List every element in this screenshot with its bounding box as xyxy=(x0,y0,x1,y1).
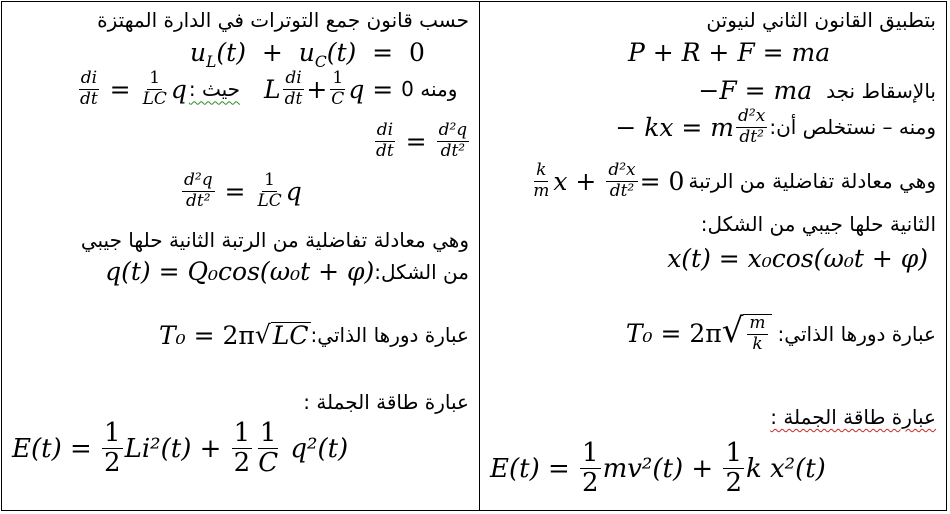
projection-label: بالإسقاط نجد xyxy=(826,78,936,103)
spring-diff-eq-text: وهي معادلة تفاضلية من الرتبة xyxy=(688,169,936,194)
second-order-text: الثانية حلها جيبي من الشكل: xyxy=(700,212,936,236)
lc-voltage-sum-equation: $u_L(t) + u_C(t) = 0$ xyxy=(190,38,425,71)
from-it-zero: ومنه 0 xyxy=(401,77,458,102)
projection-line xyxy=(698,78,936,103)
current-derivative-relation: $\frac{di}{dt}$ = $\frac{1}{LC}$ q xyxy=(80,68,187,109)
lc-solution-line xyxy=(105,259,469,284)
charge-solution: q(t) = Q₀cos(ω₀t + φ) xyxy=(105,257,375,286)
newton-heading: بتطبيق القانون الثاني لنيوتن xyxy=(706,8,936,32)
restoring-force-equation: − kx = m $\frac{\text{d²x}}{\text{dt²}}$ xyxy=(615,106,766,147)
lc-period-label: عبارة دورها الذاتي: xyxy=(310,323,469,347)
two-column-table xyxy=(1,1,947,511)
deduce-label: ومنه – نستخلص أن: xyxy=(769,115,936,140)
from-form-label: من الشكل: xyxy=(374,259,469,284)
charge-second-derivative: $\frac{\text{d²q}}{\text{dt²}}$ = $\frac{1}{LC}$ q xyxy=(184,170,302,211)
newton-vector-equation: P + R + F = ma xyxy=(628,38,831,67)
lc-period-line xyxy=(159,322,469,348)
lc-diff-eq-text: وهي معادلة تفاضلية من الرتبة الثانية حلها جيبي xyxy=(80,228,469,252)
spring-differential-equation: $\frac{k}{m}$ x + $\frac{\text{d²x}}{\text{dt²}}$ = 0 xyxy=(533,160,685,201)
spring-period-formula: T₀ = 2π √ $\frac{m}{k}$ xyxy=(626,314,772,354)
lc-differential-line xyxy=(76,70,457,109)
spring-period-line xyxy=(625,311,936,354)
deduce-line xyxy=(615,108,936,147)
lc-heading: حسب قانون جمع التوترات في الدارة المهتزة xyxy=(97,8,469,32)
spring-oscillator-column xyxy=(480,2,946,510)
spring-period-label: عبارة دورها الذاتي: xyxy=(777,321,936,346)
current-charge-derivative: $\frac{di}{dt}$ = $\frac{\text{d²q}}{\text{dt²}}$ xyxy=(376,120,468,161)
spring-diff-eq-line xyxy=(529,162,936,201)
lc-period-formula: T₀ = 2π √ LC xyxy=(158,320,309,350)
where-label: حيث : xyxy=(188,77,241,102)
spring-energy-formula: E(t) = $\frac{1}{2}$ mv²(t) + $\frac{1}{2}$ k x²(t) xyxy=(490,438,826,499)
projection-equation: −F = ma xyxy=(698,76,813,105)
lc-circuit-column xyxy=(2,2,480,510)
kirchhoff-expanded-equation: L $\frac{di}{dt}$ + $\frac{1}{C}$ q = xyxy=(264,68,402,109)
lc-energy-formula: E(t) = $\frac{1}{2}$ Li²(t) + $\frac{1}{2}$ $\frac{1}{C}$ q²(t) xyxy=(12,418,349,479)
spring-energy-label: عبارة طاقة الجملة : xyxy=(770,405,936,429)
spring-solution: x(t) = x₀cos(ω₀t + φ) xyxy=(667,244,928,273)
lc-energy-label: عبارة طاقة الجملة : xyxy=(303,390,469,414)
